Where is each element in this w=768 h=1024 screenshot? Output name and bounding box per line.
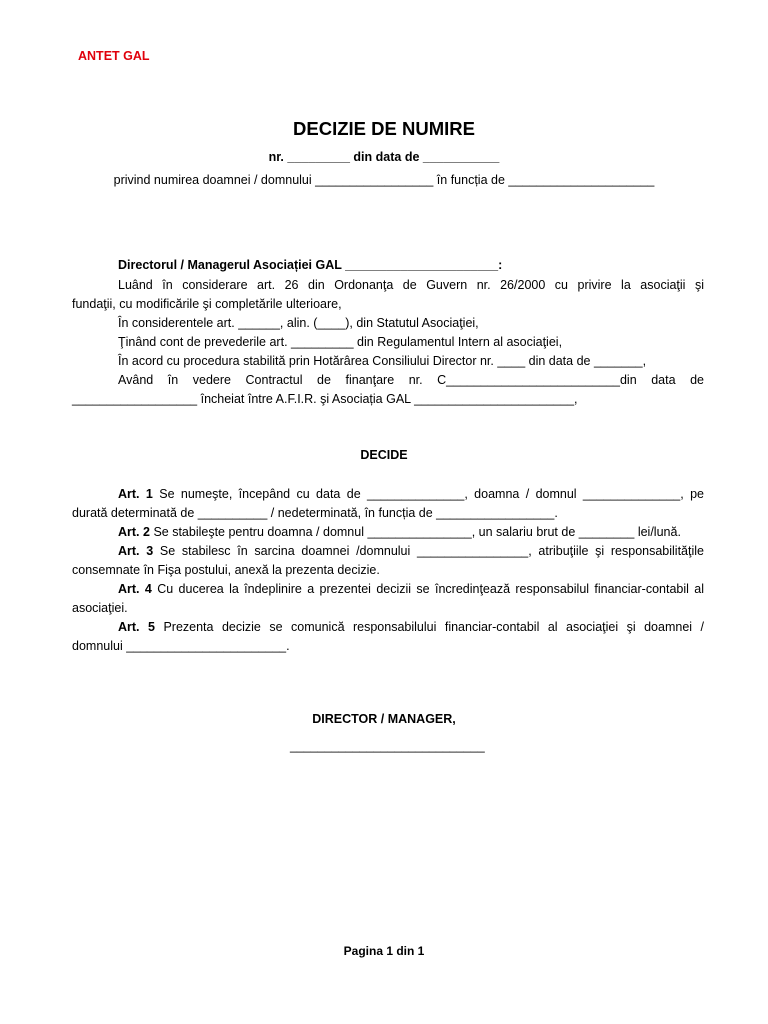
article-4-line-2: asociaţiei.	[72, 601, 128, 615]
article-3-line-1	[72, 542, 704, 561]
preamble-line-4: Ţinând cont de prevederile art. _________ din Regulamentul Intern al asociaţiei,	[118, 335, 563, 349]
article-5-line-2: domnului _______________________.	[72, 639, 290, 653]
preamble-line-3: În considerentele art. ______, alin. (____), din Statutul Asociaţiei,	[118, 316, 479, 330]
preamble-line-5: În acord cu procedura stabilită prin Hotărârea Consiliului Director nr. ____ din data de _______,	[118, 354, 647, 368]
article-1-line-1	[72, 485, 704, 504]
article-4-line-1	[72, 580, 704, 599]
article-5-text: Prezenta decizie se comunică responsabilului financiar-contabil al asociaţiei şi doamnei /	[163, 620, 705, 634]
article-4-text: Cu ducerea la îndeplinire a prezentei decizii se încredinţează responsabilul financiar-contabil al	[157, 582, 704, 596]
article-3-line-2: consemnate în Fişa postului, anexă la prezenta decizie.	[72, 563, 380, 577]
article-5-line-1	[72, 618, 704, 637]
subject-line: privind numirea doamnei / domnului _________________ în funcția de _____________________	[113, 173, 655, 187]
article-1-line-2: durată determinată de __________ / nedeterminată, în funcția de _________________.	[72, 506, 558, 520]
preamble-line-2: fundaţii, cu modificările şi completările ulterioare,	[72, 297, 342, 311]
preamble-line-1: Luând în considerare art. 26 din Ordonanţa de Guvern nr. 26/2000 cu privire la asociaţii şi	[118, 278, 704, 292]
page-number: Pagina 1 din 1	[343, 944, 425, 958]
preamble-line-6: Având în vedere Contractul de finanţare nr. C_________________________din data de	[118, 373, 704, 387]
article-4-label: Art. 4	[118, 582, 152, 596]
document-title: DECIZIE DE NUMIRE	[293, 118, 475, 139]
header-antet: ANTET GAL	[78, 49, 150, 63]
article-2-text: Se stabileşte pentru doamna / domnul _______________, un salariu brut de ________ lei/lună.	[153, 525, 681, 539]
article-3-label: Art. 3	[118, 544, 154, 558]
decide-heading: DECIDE	[360, 448, 408, 462]
number-date-line: nr. _________ din data de ___________	[268, 150, 500, 164]
article-2-line-1	[72, 523, 704, 542]
signature-line: ____________________________	[290, 739, 485, 753]
director-line: Directorul / Managerul Asociației GAL ______________________:	[118, 258, 503, 272]
article-1-text: Se numeşte, începând cu data de ______________, doamna / domnul ______________, pe	[159, 487, 705, 501]
article-3-text: Se stabilesc în sarcina doamnei /domnului ________________, atribuţiile şi responsabilităţile	[159, 544, 704, 558]
article-1-label: Art. 1	[118, 487, 153, 501]
signature-title: DIRECTOR / MANAGER,	[312, 712, 456, 726]
article-2-label: Art. 2	[118, 525, 150, 539]
article-5-label: Art. 5	[118, 620, 155, 634]
preamble-line-7: __________________ încheiat între A.F.I.R. şi Asociația GAL _______________________,	[72, 392, 578, 406]
